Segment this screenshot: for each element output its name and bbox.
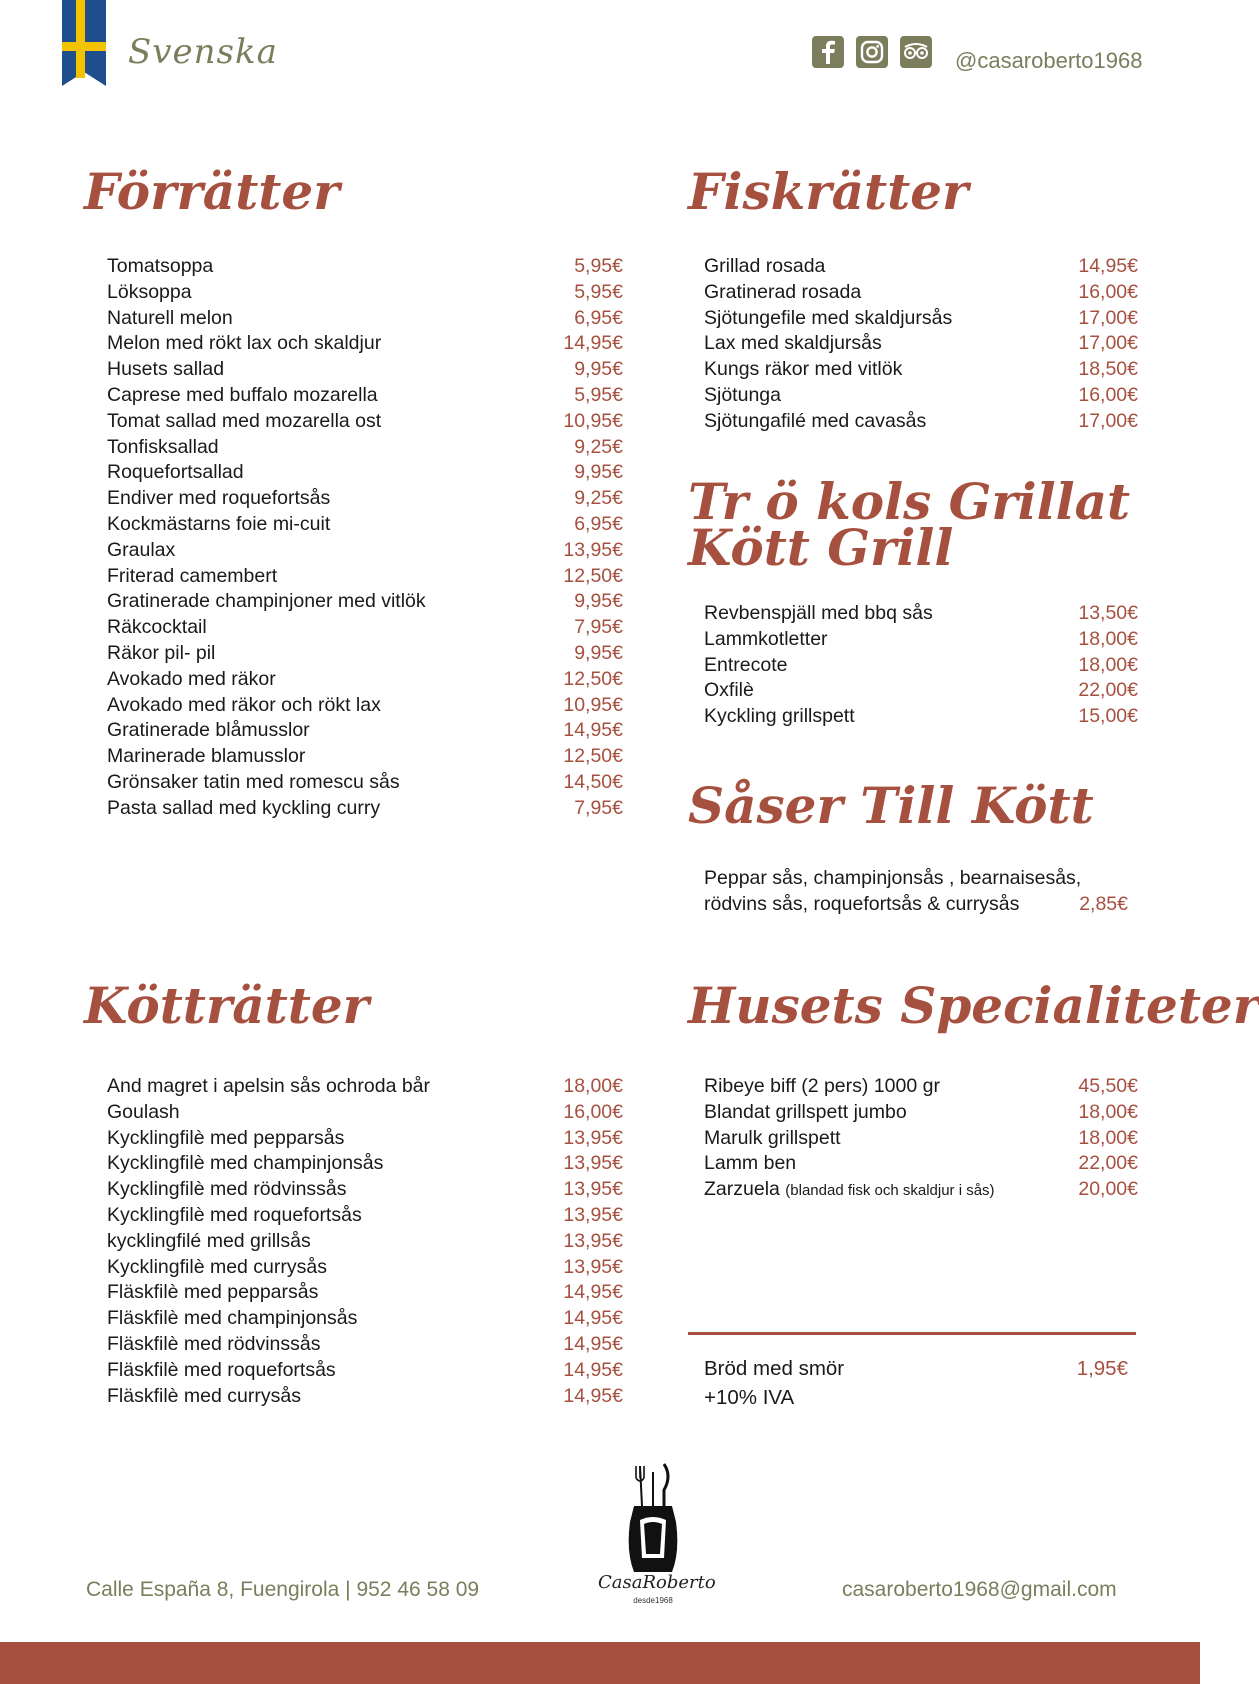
menu-item-note: (blandad fisk och skaldjur i sås) <box>785 1182 995 1200</box>
menu-item-price: 16,00€ <box>1078 383 1138 406</box>
menu-list-forratter <box>107 254 623 822</box>
section-divider <box>688 1332 1136 1335</box>
menu-item-name: Kycklingfilè med champinjonsås <box>107 1152 384 1175</box>
menu-item-price: 9,95€ <box>574 641 623 664</box>
menu-item-name: Blandat grillspett jumbo <box>704 1100 907 1123</box>
section-title-fiskratter: Fiskrätter <box>688 162 969 221</box>
menu-item <box>107 1332 623 1358</box>
menu-item-price: 13,50€ <box>1078 602 1138 624</box>
menu-item-price: 13,95€ <box>563 1126 623 1149</box>
menu-item-name: And magret i apelsin sås ochroda bår <box>107 1075 431 1097</box>
menu-item-price: 5,95€ <box>574 280 623 303</box>
menu-item <box>704 601 1138 627</box>
menu-item-name: Lammkotletter <box>704 627 828 650</box>
menu-item-name: Revbenspjäll med bbq sås <box>704 602 933 624</box>
section-title-specialiteter: Husets Specialiteter <box>688 976 1259 1035</box>
menu-item-price: 17,00€ <box>1078 306 1138 329</box>
menu-item-name: Husets sallad <box>107 358 225 381</box>
menu-item-price: 14,95€ <box>563 719 623 742</box>
menu-item-price: 10,95€ <box>563 409 623 432</box>
instagram-icon[interactable] <box>856 36 888 68</box>
footer-email[interactable]: casaroberto1968@gmail.com <box>842 1578 1117 1601</box>
menu-item <box>704 409 1138 435</box>
menu-item-name: Endiver med roquefortsås <box>107 487 331 510</box>
menu-item-name: Sjötungefile med skaldjursås <box>704 306 953 329</box>
facebook-icon[interactable] <box>812 36 844 68</box>
menu-item <box>704 704 1138 730</box>
menu-item-name: Sjötunga <box>704 383 781 406</box>
menu-item <box>107 357 623 383</box>
menu-item <box>107 667 623 693</box>
menu-item <box>107 1151 623 1177</box>
menu-item-name: Entrecote <box>704 653 788 676</box>
menu-item-name: Naturell melon <box>107 306 233 329</box>
sauces-price: 2,85€ <box>1079 893 1128 915</box>
menu-item-price: 18,50€ <box>1078 358 1138 381</box>
menu-item-name: Tomat sallad med mozarella ost <box>107 409 382 432</box>
menu-list-kottratter <box>107 1074 623 1409</box>
menu-item <box>107 1280 623 1306</box>
menu-item-price: 9,95€ <box>574 590 623 613</box>
menu-item <box>704 1177 1138 1203</box>
menu-item <box>107 718 623 744</box>
menu-item <box>107 306 623 332</box>
logo-name: CasaRoberto <box>598 1572 716 1593</box>
menu-item-name: Lax med skaldjursås <box>704 332 882 355</box>
menu-item <box>107 589 623 615</box>
menu-item-name: Avokado med räkor <box>107 667 276 690</box>
menu-item-price: 9,95€ <box>574 358 623 381</box>
menu-item-name: Kungs räkor med vitlök <box>704 358 903 381</box>
sauces-line2: rödvins sås, roquefortsås & currysås <box>704 893 1020 915</box>
menu-item <box>107 460 623 486</box>
menu-list-fiskratter <box>704 254 1138 435</box>
menu-item-price: 22,00€ <box>1078 679 1138 702</box>
menu-item-price: 6,95€ <box>574 306 623 329</box>
menu-item <box>704 254 1138 280</box>
bread-label: Bröd med smör <box>704 1357 845 1380</box>
menu-item <box>107 744 623 770</box>
menu-item <box>704 627 1138 653</box>
menu-item-name: Roquefortsallad <box>107 461 244 484</box>
menu-item <box>704 653 1138 679</box>
social-handle[interactable]: @casaroberto1968 <box>955 48 1143 73</box>
menu-item-name: Kyckling grillspett <box>704 705 855 728</box>
menu-item <box>107 1255 623 1281</box>
menu-item-price: 5,95€ <box>574 383 623 406</box>
menu-item-name: Grillad rosada <box>704 255 826 277</box>
menu-item-name: Tonfisksallad <box>107 435 219 458</box>
menu-item <box>107 641 623 667</box>
menu-item-price: 13,95€ <box>563 1255 623 1278</box>
menu-item-name: Goulash <box>107 1100 180 1123</box>
menu-item <box>107 280 623 306</box>
section-title-saser: Såser Till Kött <box>688 776 1094 835</box>
section-title-forratter: Förrätter <box>84 162 340 221</box>
menu-item <box>704 383 1138 409</box>
menu-item <box>704 678 1138 704</box>
menu-item <box>107 331 623 357</box>
menu-item-price: 14,95€ <box>563 332 623 355</box>
menu-item <box>704 357 1138 383</box>
menu-item-price: 16,00€ <box>563 1100 623 1123</box>
menu-item-price: 14,95€ <box>563 1307 623 1330</box>
sauces-line1: Peppar sås, champinjonsås , bearnaisesås, <box>704 867 1082 889</box>
menu-item <box>107 1177 623 1203</box>
menu-item-price: 17,00€ <box>1078 409 1138 432</box>
tripadvisor-icon[interactable] <box>900 36 932 68</box>
menu-item-name: Lamm ben <box>704 1152 797 1175</box>
menu-item <box>107 693 623 719</box>
menu-item-price: 7,95€ <box>574 616 623 639</box>
menu-item <box>107 435 623 461</box>
menu-item-name: Pasta sallad med kyckling curry <box>107 796 381 819</box>
menu-item <box>107 1306 623 1332</box>
menu-item-price: 13,95€ <box>563 538 623 561</box>
menu-item-name: Zarzuela <box>704 1178 780 1201</box>
sauces-block <box>704 865 1128 917</box>
menu-item-name: Melon med rökt lax och skaldjur <box>107 332 382 355</box>
swedish-flag-icon <box>62 0 106 86</box>
logo-subtitle: desde1968 <box>633 1596 673 1605</box>
menu-item-name: Avokado med räkor och rökt lax <box>107 693 381 716</box>
section-title-grill-line2: Kött Grill <box>688 518 954 577</box>
menu-item-name: Kycklingfilè med roquefortsås <box>107 1203 362 1226</box>
menu-item-price: 22,00€ <box>1078 1152 1138 1175</box>
menu-item-price: 14,95€ <box>563 1281 623 1304</box>
menu-item-name: Graulax <box>107 538 176 561</box>
menu-item-name: Kycklingfilè med rödvinssås <box>107 1178 347 1201</box>
footer-address: Calle España 8, Fuengirola | 952 46 58 09 <box>86 1578 480 1601</box>
menu-item-price: 12,50€ <box>563 564 623 587</box>
menu-item-price: 14,95€ <box>563 1384 623 1407</box>
menu-item-name: Räkor pil- pil <box>107 641 216 664</box>
menu-item-name: Löksoppa <box>107 280 192 303</box>
menu-item-price: 9,95€ <box>574 461 623 484</box>
menu-item <box>107 383 623 409</box>
menu-item-price: 5,95€ <box>574 255 623 277</box>
menu-item-price: 13,95€ <box>563 1178 623 1201</box>
menu-item <box>107 1384 623 1410</box>
menu-item <box>107 564 623 590</box>
menu-item <box>704 1100 1138 1126</box>
menu-item-price: 17,00€ <box>1078 332 1138 355</box>
menu-item-price: 14,95€ <box>563 1332 623 1355</box>
menu-item-name: Oxfilè <box>704 679 754 702</box>
menu-item-name: Caprese med buffalo mozarella <box>107 383 378 406</box>
menu-item <box>107 770 623 796</box>
menu-item-price: 6,95€ <box>574 512 623 535</box>
menu-item-name: Kycklingfilè med pepparsås <box>107 1126 345 1149</box>
menu-item <box>107 512 623 538</box>
menu-item-name: Fläskfilè med champinjonsås <box>107 1307 358 1330</box>
language-label: Svenska <box>128 32 278 72</box>
menu-item <box>107 1126 623 1152</box>
menu-item-price: 14,50€ <box>563 770 623 793</box>
menu-list-specialiteter <box>704 1074 1138 1203</box>
menu-item <box>107 1074 623 1100</box>
bottom-bar <box>0 1642 1200 1684</box>
social-icons <box>812 36 932 68</box>
menu-item-name: Fläskfilè med roquefortsås <box>107 1358 336 1381</box>
menu-item <box>107 1203 623 1229</box>
menu-item-price: 18,00€ <box>1078 1100 1138 1123</box>
menu-item <box>107 254 623 280</box>
menu-item <box>704 331 1138 357</box>
menu-item <box>107 1100 623 1126</box>
tax-note: +10% IVA <box>704 1386 795 1409</box>
menu-item-price: 45,50€ <box>1078 1075 1138 1097</box>
restaurant-logo-icon <box>598 1462 708 1574</box>
menu-item-name: kycklingfilé med grillsås <box>107 1229 311 1252</box>
menu-item-name: Räkcocktail <box>107 616 207 639</box>
menu-item-name: Tomatsoppa <box>107 255 214 277</box>
menu-item-price: 12,50€ <box>563 667 623 690</box>
menu-item <box>107 1229 623 1255</box>
menu-item-name: Gratinerad rosada <box>704 280 862 303</box>
menu-item-name: Ribeye biff (2 pers) 1000 gr <box>704 1075 940 1097</box>
menu-item-name: Sjötungafilé med cavasås <box>704 409 927 432</box>
menu-item-price: 7,95€ <box>574 796 623 819</box>
menu-item-name: Fläskfilè med currysås <box>107 1384 301 1407</box>
menu-item <box>107 486 623 512</box>
menu-item-price: 15,00€ <box>1078 705 1138 728</box>
menu-item <box>107 409 623 435</box>
bread-price: 1,95€ <box>1076 1357 1128 1380</box>
menu-item-price: 13,95€ <box>563 1203 623 1226</box>
menu-item-name: Kockmästarns foie mi-cuit <box>107 512 331 535</box>
menu-item-price: 9,25€ <box>574 435 623 458</box>
menu-item-name: Gratinerade champinjoner med vitlök <box>107 590 426 613</box>
menu-item-price: 18,00€ <box>563 1075 623 1097</box>
menu-item-price: 9,25€ <box>574 487 623 510</box>
menu-item <box>704 1074 1138 1100</box>
menu-item-name: Gratinerade blåmusslor <box>107 719 310 742</box>
menu-item <box>704 280 1138 306</box>
menu-item-price: 13,95€ <box>563 1229 623 1252</box>
menu-item-price: 10,95€ <box>563 693 623 716</box>
menu-item-name: Marinerade blamusslor <box>107 745 306 768</box>
menu-list-grill <box>704 601 1138 730</box>
menu-item <box>107 615 623 641</box>
menu-item-name: Fläskfilè med pepparsås <box>107 1281 319 1304</box>
menu-item-price: 18,00€ <box>1078 653 1138 676</box>
menu-item-name: Marulk grillspett <box>704 1126 841 1149</box>
menu-item-price: 20,00€ <box>1078 1178 1138 1201</box>
menu-item-price: 14,95€ <box>563 1358 623 1381</box>
menu-item-price: 12,50€ <box>563 745 623 768</box>
menu-item <box>704 1126 1138 1152</box>
menu-item <box>107 796 623 822</box>
menu-item-name: Fläskfilè med rödvinssås <box>107 1332 321 1355</box>
menu-item-name: Grönsaker tatin med romescu sås <box>107 770 400 793</box>
menu-item-price: 13,95€ <box>563 1152 623 1175</box>
menu-item-price: 18,00€ <box>1078 1126 1138 1149</box>
menu-item <box>704 306 1138 332</box>
extras-block <box>704 1354 1128 1412</box>
menu-item <box>704 1151 1138 1177</box>
menu-item-name: Friterad camembert <box>107 564 278 587</box>
menu-item-price: 18,00€ <box>1078 627 1138 650</box>
menu-item-price: 16,00€ <box>1078 280 1138 303</box>
menu-item <box>107 538 623 564</box>
menu-item <box>107 1358 623 1384</box>
section-title-grill-line1: Tr ö kols Grillat <box>688 472 1131 531</box>
menu-item-price: 14,95€ <box>1078 255 1138 277</box>
section-title-kottratter: Kötträtter <box>84 976 369 1035</box>
menu-item-name: Kycklingfilè med currysås <box>107 1255 327 1278</box>
